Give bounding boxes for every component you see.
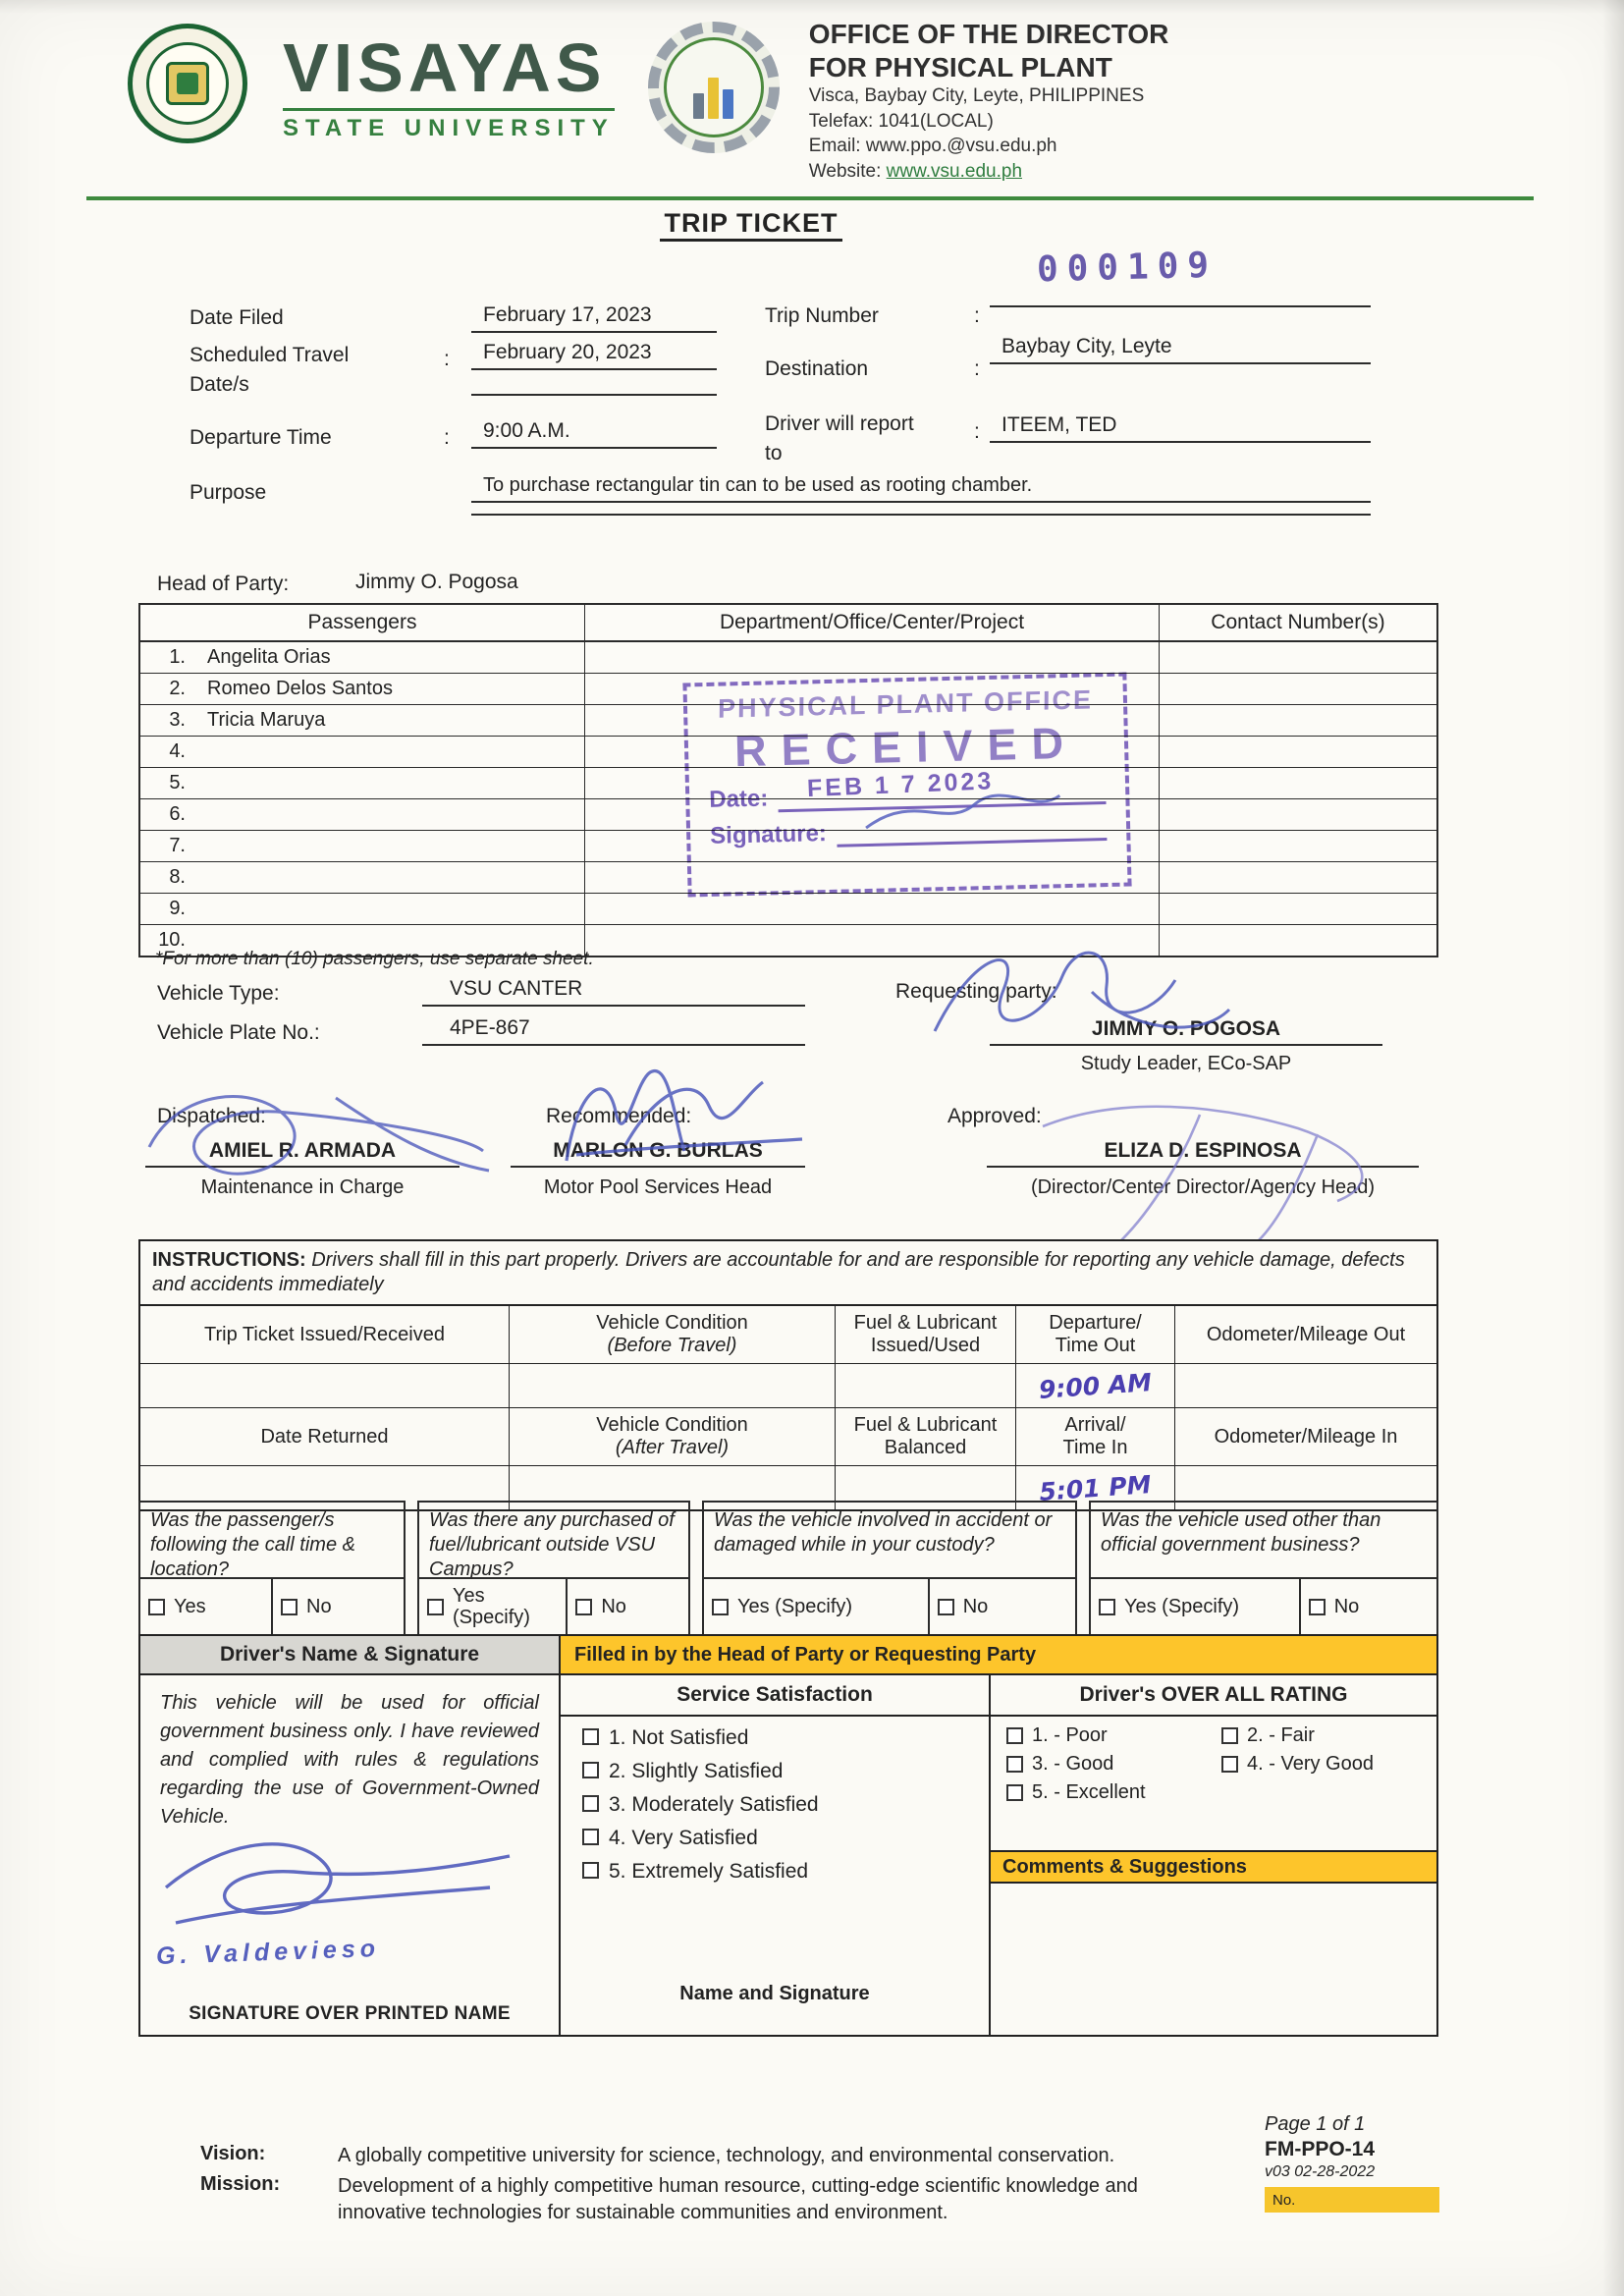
no-checkbox[interactable] — [281, 1599, 298, 1615]
passenger-row-9 — [140, 894, 1436, 925]
driver-report-label: Driver will report — [765, 412, 914, 435]
vision-row — [200, 2143, 1221, 2169]
instructions-label: INSTRUCTIONS: — [152, 1249, 306, 1271]
overall-rating-title: Driver's OVER ALL RATING — [991, 1675, 1436, 1717]
col-vehicle-condition-after: Vehicle Condition (After Travel) — [510, 1408, 836, 1465]
col-fuel-issued: Fuel & Lubricant Issued/Used — [836, 1306, 1016, 1363]
rating-option-5: 5. - Excellent — [1006, 1781, 1221, 1804]
question-other-use — [1089, 1501, 1438, 1636]
service-option-4: 4. Very Satisfied — [561, 1817, 989, 1850]
row-number: 6. — [169, 803, 186, 825]
scheduled-travel-blank-line — [471, 391, 717, 396]
signature-over-printed-name-caption: SIGNATURE OVER PRINTED NAME — [189, 2003, 511, 2024]
destination-value: Baybay City, Leyte — [990, 334, 1371, 364]
contact-cell — [1160, 925, 1436, 956]
scheduled-travel-label2: Date/s — [189, 373, 249, 396]
contact-cell — [1160, 831, 1436, 861]
service-option-1: 1. Not Satisfied — [561, 1717, 989, 1750]
driver-log-table — [138, 1239, 1438, 1511]
form-number-box — [1265, 2187, 1439, 2213]
contact-cell — [1160, 674, 1436, 704]
row-number: 8. — [169, 866, 186, 888]
row-number: 3. — [169, 709, 186, 731]
departure-colon: : — [444, 426, 450, 449]
row-number: 2. — [169, 678, 186, 699]
yes-checkbox[interactable] — [712, 1599, 729, 1615]
driver-signature-scribble — [144, 1827, 537, 1944]
stamp-signature-label: Signature: — [709, 820, 828, 849]
vision-mission-block — [200, 2143, 1221, 2230]
destination-label: Destination — [765, 357, 869, 380]
contact-cell — [1160, 862, 1436, 893]
question-call-time — [138, 1501, 406, 1636]
dispatched-name: AMIEL R. ARMADA — [145, 1139, 460, 1168]
requesting-party-label: Requesting party: — [895, 980, 1057, 1003]
rating-option-1: 1. - Poor — [1006, 1724, 1221, 1747]
row-number: 10. — [158, 929, 186, 951]
col-vehicle-condition-before: Vehicle Condition (Before Travel) — [510, 1306, 836, 1363]
head-of-party-name: Jimmy O. Pogosa — [355, 571, 518, 593]
departure-time-value: 9:00 A.M. — [471, 418, 717, 449]
answer-yes: Yes — [140, 1579, 273, 1634]
col-departure-time-out: Departure/ Time Out — [1016, 1306, 1175, 1363]
mission-label: Mission: — [200, 2173, 281, 2195]
approved-name: ELIZA D. ESPINOSA — [987, 1139, 1419, 1168]
website-link[interactable]: www.vsu.edu.ph — [886, 161, 1023, 183]
option-checkbox[interactable] — [1006, 1784, 1023, 1801]
date-filed-value: February 17, 2023 — [471, 302, 717, 333]
vehicle-plate-value: 4PE-867 — [422, 1015, 805, 1046]
header-passengers: Passengers — [307, 611, 417, 633]
driver-log-header-in — [140, 1408, 1436, 1466]
instructions-text: INSTRUCTIONS: Drivers shall fill in this part properly. Drivers are accountable for and are responsible for reporting any vehicle damage, defects and accidents immediately — [140, 1241, 1436, 1306]
contact-cell — [1160, 642, 1436, 673]
driver-statement-cell — [140, 1675, 561, 2035]
contact-cell — [1160, 737, 1436, 767]
passenger-name: Angelita Orias — [207, 646, 331, 668]
service-option-5: 5. Extremely Satisfied — [561, 1850, 989, 1884]
passengers-table-header — [140, 605, 1436, 642]
driver-report-label2: to — [765, 442, 783, 465]
trip-number-line — [990, 302, 1371, 307]
service-satisfaction-title: Service Satisfaction — [561, 1675, 989, 1717]
answer-yes: Yes (Specify) — [1091, 1579, 1301, 1634]
contact-cell — [1160, 894, 1436, 924]
stamp-date-row — [708, 767, 1107, 814]
service-option-3: 3. Moderately Satisfied — [561, 1783, 989, 1817]
purpose-value: To purchase rectangular tin can to be used as rooting chamber. — [471, 473, 1371, 503]
option-checkbox[interactable] — [582, 1795, 599, 1812]
approved-label: Approved: — [947, 1105, 1042, 1127]
scheduled-colon: : — [444, 348, 450, 370]
passengers-note: *For more than (10) passengers, use separate sheet. — [155, 949, 594, 969]
no-checkbox[interactable] — [575, 1599, 592, 1615]
stamp-date-label: Date: — [708, 785, 769, 813]
mission-row — [200, 2173, 1221, 2226]
form-title: TRIP TICKET — [0, 208, 1502, 239]
vsu-wordmark — [283, 29, 615, 142]
option-checkbox[interactable] — [1006, 1756, 1023, 1773]
vision-text: A globally competitive university for science, technology, and environmental conservation. — [338, 2145, 1115, 2166]
dept-cell — [584, 894, 1160, 924]
dispatched-label: Dispatched: — [157, 1105, 266, 1127]
row-number: 4. — [169, 740, 186, 762]
date-filed-label: Date Filed — [189, 306, 284, 329]
contact-cell — [1160, 799, 1436, 830]
destination-colon: : — [974, 357, 980, 380]
answer-no: No — [1301, 1579, 1436, 1634]
option-checkbox[interactable] — [582, 1762, 599, 1778]
purpose-label: Purpose — [189, 481, 267, 504]
mission-text: Development of a highly competitive human resource, cutting-edge scientific knowledge and innovative technologies for sustainable communities and environment. — [338, 2175, 1138, 2223]
feedback-body — [138, 1675, 1438, 2037]
recommended-name: MARLON G. BURLAS — [511, 1139, 805, 1168]
col-trip-ticket: Trip Ticket Issued/Received — [140, 1306, 510, 1363]
option-checkbox[interactable] — [1221, 1756, 1238, 1773]
option-checkbox[interactable] — [582, 1862, 599, 1879]
office-title-line1: OFFICE OF THE DIRECTOR — [808, 19, 1169, 49]
head-of-party-label: Head of Party: — [157, 573, 290, 595]
question-text: Was the passenger/s following the call time & location? — [150, 1509, 355, 1580]
rating-option-2: 2. - Fair — [1221, 1724, 1436, 1747]
stamp-date-value: FEB 1 7 2023 — [806, 767, 995, 803]
requesting-party-title: Study Leader, ECo-SAP — [1080, 1053, 1292, 1074]
no-checkbox[interactable] — [938, 1599, 954, 1615]
feedback-section — [138, 1634, 1438, 2037]
service-satisfaction-cell — [561, 1675, 991, 2035]
official-use-statement: This vehicle will be used for official government business only. I have reviewed and complied with rules & regulations regarding the use of Government-Owned Vehicle. — [160, 1692, 539, 1828]
received-stamp — [682, 673, 1131, 898]
yes-checkbox[interactable] — [427, 1599, 444, 1615]
trip-number-stamp: 000109 — [1036, 245, 1218, 291]
document-header — [128, 16, 1545, 185]
row-number: 1. — [169, 646, 186, 668]
dispatched-title: Maintenance in Charge — [200, 1176, 405, 1198]
col-odometer-in: Odometer/Mileage In — [1214, 1425, 1398, 1448]
name-and-signature-caption: Name and Signature — [679, 1983, 870, 2004]
row-number: 9. — [169, 898, 186, 919]
answer-no: No — [930, 1579, 1075, 1634]
yes-checkbox[interactable] — [1099, 1599, 1115, 1615]
option-checkbox[interactable] — [1221, 1727, 1238, 1744]
office-email: Email: www.ppo.@vsu.edu.ph — [808, 136, 1057, 157]
ppo-logo-building — [664, 37, 764, 137]
questions-section — [138, 1501, 1438, 1636]
driver-signature-header: Driver's Name & Signature — [138, 1634, 561, 1675]
physical-plant-office-logo — [648, 22, 780, 153]
contact-cell — [1160, 768, 1436, 798]
vsu-seal-emblem — [166, 62, 209, 105]
question-accident — [702, 1501, 1077, 1636]
vehicle-plate-label: Vehicle Plate No.: — [157, 1021, 320, 1044]
answer-yes: Yes (Specify) — [704, 1579, 930, 1634]
passenger-name: Romeo Delos Santos — [207, 678, 393, 699]
header-contact: Contact Number(s) — [1211, 611, 1385, 633]
yes-checkbox[interactable] — [148, 1599, 165, 1615]
row-number: 5. — [169, 772, 186, 793]
no-label: No. — [1272, 2192, 1296, 2209]
comments-suggestions-header: Comments & Suggestions — [991, 1850, 1436, 1884]
header-divider — [86, 196, 1534, 200]
purpose-blank-line — [471, 511, 1371, 516]
question-text: Was the vehicle used other than official government business? — [1101, 1509, 1381, 1556]
row-number: 7. — [169, 835, 186, 856]
trip-number-label: Trip Number — [765, 304, 879, 327]
passenger-name: Tricia Maruya — [207, 709, 326, 731]
service-option-2: 2. Slightly Satisfied — [561, 1750, 989, 1783]
website-label: Website: — [808, 161, 887, 183]
question-text: Was the vehicle involved in accident or damaged while in your custody? — [714, 1509, 1053, 1556]
stamp-received-text: RECEIVED — [733, 717, 1079, 777]
col-arrival-time-in: Arrival/ Time In — [1016, 1408, 1175, 1465]
answer-no: No — [568, 1579, 688, 1634]
question-fuel-outside — [417, 1501, 690, 1636]
office-telefax: Telefax: 1041(LOCAL) — [808, 110, 994, 132]
office-website-line — [809, 159, 1169, 185]
contact-cell — [1160, 705, 1436, 736]
dept-cell — [584, 642, 1160, 673]
dept-cell — [584, 925, 1160, 956]
trip-number-colon: : — [974, 304, 980, 327]
scheduled-travel-value: February 20, 2023 — [471, 340, 717, 370]
driver-log-row-out — [140, 1364, 1436, 1408]
vsu-seal-logo — [128, 24, 247, 143]
form-version: v03 02-28-2022 — [1265, 2163, 1376, 2180]
university-subname: STATE UNIVERSITY — [283, 108, 615, 142]
recommended-label: Recommended: — [546, 1105, 692, 1127]
handwritten-driver-name: G. Valdevieso — [155, 1935, 381, 1970]
rating-option-4: 4. - Very Good — [1221, 1753, 1436, 1776]
vehicle-type-label: Vehicle Type: — [157, 982, 280, 1005]
stamp-office-name: PHYSICAL PLANT OFFICE — [717, 684, 1094, 724]
driver-report-value: ITEEM, TED — [990, 412, 1371, 443]
handwritten-time-in: 5:01 PM — [1038, 1469, 1153, 1506]
vision-label: Vision: — [200, 2143, 266, 2164]
passenger-row-1 — [140, 642, 1436, 674]
question-text: Was there any purchased of fuel/lubricant outside VSU Campus? — [429, 1509, 675, 1580]
col-fuel-balanced: Fuel & Lubricant Balanced — [836, 1408, 1016, 1465]
filled-by-header: Filled in by the Head of Party or Requesting Party — [561, 1634, 1438, 1675]
option-checkbox[interactable] — [582, 1829, 599, 1845]
col-odometer-out: Odometer/Mileage Out — [1206, 1323, 1406, 1345]
office-title-line2: FOR PHYSICAL PLANT — [808, 51, 1112, 82]
page-indicator: Page 1 of 1 — [1265, 2113, 1366, 2135]
handwritten-time-out: 9:00 AM — [1038, 1367, 1153, 1404]
driver-log-header-out — [140, 1306, 1436, 1364]
overall-rating-cell — [991, 1675, 1436, 2035]
departure-time-label: Departure Time — [189, 426, 332, 449]
header-department: Department/Office/Center/Project — [584, 605, 1160, 640]
col-date-returned: Date Returned — [140, 1408, 510, 1465]
office-info-block — [809, 18, 1169, 185]
requesting-party-name: JIMMY O. POGOSA — [990, 1017, 1382, 1046]
rating-options-grid — [991, 1717, 1436, 1804]
driver-report-colon: : — [974, 420, 980, 443]
option-checkbox[interactable] — [1006, 1727, 1023, 1744]
rating-option-3: 3. - Good — [1006, 1753, 1221, 1776]
vehicle-type-value: VSU CANTER — [422, 976, 805, 1007]
recommended-title: Motor Pool Services Head — [543, 1176, 773, 1198]
form-code: FM-PPO-14 — [1265, 2138, 1376, 2160]
form-meta-block — [1265, 2113, 1441, 2213]
scheduled-travel-label: Scheduled Travel — [189, 344, 350, 366]
option-checkbox[interactable] — [582, 1728, 599, 1745]
approved-title: (Director/Center Director/Agency Head) — [1030, 1176, 1376, 1198]
no-checkbox[interactable] — [1309, 1599, 1326, 1615]
answer-no: No — [273, 1579, 404, 1634]
answer-yes: Yes (Specify) — [419, 1579, 568, 1634]
office-address: Visca, Baybay City, Leyte, PHILIPPINES — [808, 85, 1145, 107]
stamp-signature-row — [710, 808, 1108, 850]
approved-signature — [1001, 1085, 1424, 1252]
university-name: VISAYAS — [283, 29, 607, 106]
